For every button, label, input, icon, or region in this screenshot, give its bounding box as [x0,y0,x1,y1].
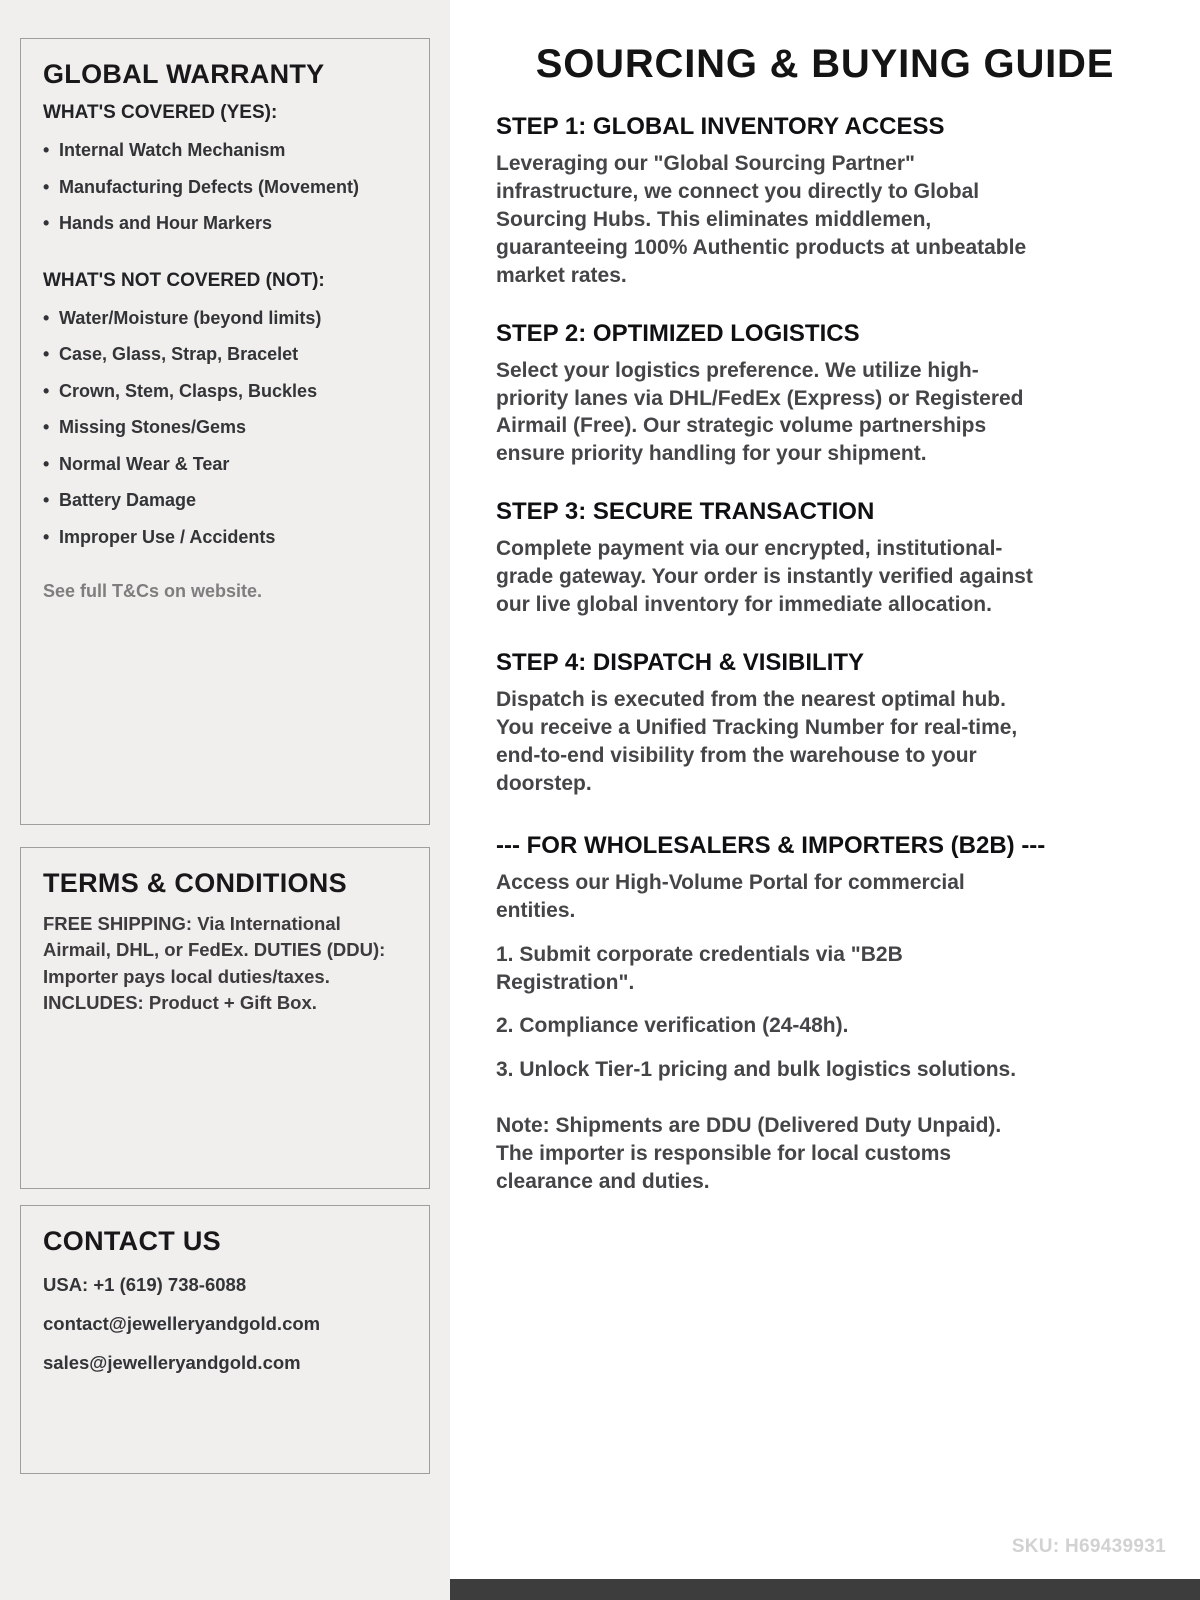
b2b-heading: --- FOR WHOLESALERS & IMPORTERS (B2B) --- [496,831,1046,859]
sku-label: SKU: H69439931 [1011,1536,1166,1557]
b2b-intro: Access our High-Volume Portal for commercial entities. [496,870,965,922]
not-covered-list [43,300,407,556]
covered-heading: WHAT'S COVERED (YES): [43,102,278,123]
contact-phone: USA: +1 (619) 738-6088 [43,1274,247,1295]
contact-email: contact@jewelleryandgold.com [43,1313,321,1334]
list-item: • Crown, Stem, Clasps, Buckles [43,373,407,410]
b2b-step-3: 3. Unlock Tier-1 pricing and bulk logistics solutions. [496,1058,1017,1082]
main-content [450,0,1200,1600]
step-1-heading: STEP 1: GLOBAL INVENTORY ACCESS [496,113,945,140]
step-2-heading: STEP 2: OPTIMIZED LOGISTICS [496,319,860,347]
sidebar [0,0,450,1600]
bottom-bar [450,1579,1200,1600]
list-item: • Battery Damage [43,482,407,519]
warranty-box [20,38,430,825]
list-item: • Water/Moisture (beyond limits) [43,300,407,337]
list-item: • Normal Wear & Tear [43,446,407,483]
list-item: • Hands and Hour Markers [43,205,407,242]
covered-list [43,132,407,242]
list-item: • Case, Glass, Strap, Bracelet [43,336,407,373]
step-4-section [496,649,1154,798]
step-3-heading: STEP 3: SECURE TRANSACTION [496,498,875,526]
contact-title: CONTACT US [43,1226,221,1256]
step-4-body: Dispatch is executed from the nearest optimal hub. You receive a Unified Tracking Number for real-time, end-to-end visibility from the warehouse to your doorstep. [496,688,1018,795]
sales-email: sales@jewelleryandgold.com [43,1352,301,1373]
b2b-step-2: 2. Compliance verification (24-48h). [496,1014,849,1038]
step-2-body: Select your logistics preference. We utilize high-priority lanes via DHL/FedEx (Express) or Registered Airmail (Free). Our strategic volume partnerships ensure priority handling for your shipment. [496,358,1024,466]
step-3-section [496,498,1154,619]
not-covered-heading: WHAT'S NOT COVERED (NOT): [43,269,325,291]
list-item: • Improper Use / Accidents [43,519,407,556]
step-3-body: Complete payment via our encrypted, institutional-grade gateway. Your order is instantly verified against our live global inventory for immediate allocation. [496,537,1033,617]
b2b-section [496,832,1154,1196]
contact-box [20,1205,430,1474]
page-title: SOURCING & BUYING GUIDE [535,42,1115,86]
list-item: • Manufacturing Defects (Movement) [43,169,407,206]
warranty-footnote: See full T&Cs on website. [43,581,263,601]
b2b-note: Note: Shipments are DDU (Delivered Duty Unpaid). The importer is responsible for local customs clearance and duties. [496,1114,1002,1194]
terms-body: FREE SHIPPING: Via International Airmail, DHL, or FedEx. DUTIES (DDU): Importer pays local duties/taxes. INCLUDES: Product + Gift Box. [43,913,386,1013]
list-item: • Internal Watch Mechanism [43,132,407,169]
terms-box [20,847,430,1189]
step-2-section [496,320,1154,469]
warranty-title: GLOBAL WARRANTY [43,59,325,89]
list-item: • Missing Stones/Gems [43,409,407,446]
step-1-body: Leveraging our "Global Sourcing Partner" infrastructure, we connect you directly to Global Sourcing Hubs. This eliminates middlemen, guaranteeing 100% Authentic products at unbeatable market rates. [496,152,1027,287]
step-1-section [496,113,1154,290]
terms-title: TERMS & CONDITIONS [43,868,347,898]
step-4-heading: STEP 4: DISPATCH & VISIBILITY [496,649,865,677]
b2b-step-1: 1. Submit corporate credentials via "B2B Registration". [496,942,903,994]
